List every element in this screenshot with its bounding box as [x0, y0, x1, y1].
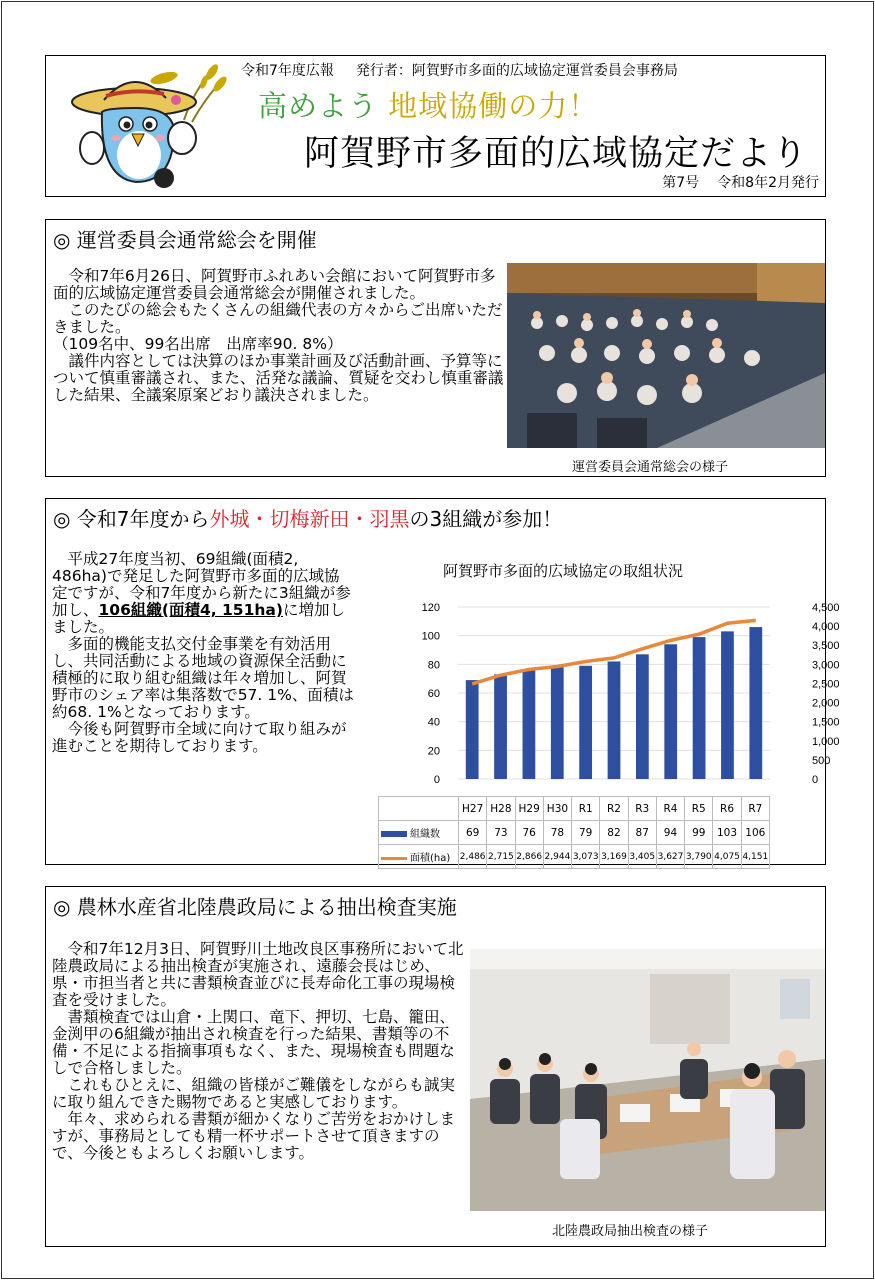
area-cell: 2,866	[515, 845, 543, 869]
org-count-cell: 99	[685, 821, 713, 845]
org-count-cell: 69	[459, 821, 487, 845]
y-tick-left: 20	[427, 745, 440, 758]
section-new-organizations	[45, 498, 840, 865]
bar-R3	[636, 654, 649, 779]
y-tick-left: 120	[421, 602, 440, 614]
newsletter-title: 阿賀野市多面的広域協定だより	[304, 134, 809, 174]
bar-H28	[494, 674, 507, 779]
org-count-cell: 87	[628, 821, 656, 845]
publisher: 発行者：阿賀野市多面的広域協定運営委員会事務局	[355, 63, 678, 79]
y-tick-right: 2,000	[812, 697, 840, 710]
x-tick-label: R4	[656, 797, 684, 821]
x-tick-label: H29	[515, 797, 543, 821]
x-tick-label: H30	[543, 797, 571, 821]
chart-table-org-row	[379, 821, 770, 845]
newsletter-header	[45, 55, 826, 197]
chart	[376, 539, 840, 864]
area-cell: 3,073	[572, 845, 600, 869]
y-tick-right: 500	[812, 754, 831, 767]
section-inspection	[45, 886, 826, 1247]
chart-table-header-row	[379, 797, 770, 821]
y-tick-right: 3,500	[812, 640, 840, 653]
x-tick-label: R6	[713, 797, 741, 821]
section3-title: ◎ 農林水産省北陸農政局による抽出検査実施	[53, 895, 457, 919]
y-tick-right: 1,000	[812, 735, 840, 748]
org-sotoshiro: 外城	[209, 507, 250, 531]
y-tick-right: 4,000	[812, 621, 840, 634]
bar-R7	[749, 627, 762, 779]
x-tick-label: R2	[600, 797, 628, 821]
bar-R4	[664, 644, 677, 779]
org-count-cell: 82	[600, 821, 628, 845]
x-tick-label: H27	[459, 797, 487, 821]
section2-highlight: 106組織(面積4, 151ha)	[98, 601, 283, 619]
org-count-cell: 78	[543, 821, 571, 845]
y-tick-right: 3,000	[812, 659, 840, 672]
chart-data-table	[378, 796, 770, 869]
section2-title-suffix: の3組織が参加！	[409, 507, 563, 531]
slogan-part2: 地域協働の力！	[388, 89, 599, 123]
section2-paragraph: 多面的機能支払交付金事業を有効活用し、共同活動による地域の資源保全活動に積極的に取り組む組織は年々増加し、阿賀野市のシェア率は集落数で57. 1%、面積は約68. 1%となっております。	[52, 635, 354, 721]
issue-date: 令和8年2月発行	[717, 175, 819, 191]
section3-paragraph: 令和7年12月3日、阿賀野川土地改良区事務所において北陸農政局による抽出検査が実施され、遠藤会長はじめ、県・市担当者と共に書類検査並びに長寿命化工事の現場検査を受けました。	[52, 940, 464, 1009]
y-tick-right: 4,500	[812, 602, 840, 614]
section-general-meeting	[45, 219, 826, 477]
org-count-cell: 94	[656, 821, 684, 845]
bar-H29	[523, 670, 536, 779]
section2-paragraph	[52, 551, 354, 636]
section1-title: ◎ 運営委員会通常総会を開催	[53, 228, 317, 252]
bar-R6	[721, 631, 734, 779]
inspection-photo	[470, 949, 825, 1211]
chart-title: 阿賀野市多面的広域協定の取組状況	[443, 562, 684, 580]
org-count-cell: 106	[741, 821, 769, 845]
x-tick-label: R3	[628, 797, 656, 821]
slogan	[258, 84, 598, 125]
area-cell: 3,405	[628, 845, 656, 869]
section2-title-prefix: ◎ 令和7年度から	[53, 507, 210, 531]
org-count-cell: 73	[487, 821, 515, 845]
x-tick-label: R5	[685, 797, 713, 821]
issue-number: 第7号	[662, 175, 700, 191]
slogan-part1: 高めよう	[258, 89, 379, 123]
legend-area	[379, 845, 459, 869]
org-count-cell: 103	[713, 821, 741, 845]
y-tick-left: 0	[433, 774, 440, 786]
org-count-cell: 79	[572, 821, 600, 845]
area-cell: 2,944	[543, 845, 571, 869]
inspection-photo-caption: 北陸農政局抽出検査の様子	[552, 1224, 709, 1239]
y-tick-left: 40	[427, 716, 440, 729]
section2-paragraph: 今後も阿賀野市全域に向けて取り組みが進むことを期待しております。	[52, 720, 347, 755]
area-cell: 3,627	[656, 845, 684, 869]
org-haguro: ・羽黒	[349, 507, 410, 531]
y-tick-right: 2,500	[812, 678, 840, 691]
legend-area-label: 面積(ha)	[410, 853, 451, 864]
legend-org-count-label: 組織数	[410, 829, 440, 840]
section2-text: 平成27年度当初、69組織(面積2, 486ha)で発足した阿賀野市多面的広域協定ですが、令和7年度から新たに3組織が参加し、	[52, 550, 351, 619]
y-tick-right: 0	[812, 774, 819, 786]
fiscal-label: 令和7年度広報	[241, 63, 334, 79]
y-tick-left: 60	[427, 688, 440, 700]
meeting-photo-caption: 運営委員会通常総会の様子	[572, 460, 729, 475]
section3-paragraph: これもひとえに、組織の皆様がご難儀をしながらも誠実に取り組んできた賜物であると実感しております。	[52, 1076, 456, 1111]
section1-paragraph: このたびの総会もたくさんの組織代表の方々からご出席いただきました。	[53, 301, 503, 336]
x-tick-label: H28	[487, 797, 515, 821]
area-cell: 3,790	[685, 845, 713, 869]
chart-plot	[376, 539, 840, 795]
bar-R5	[693, 637, 706, 779]
y-tick-left: 100	[421, 630, 440, 643]
meeting-photo	[507, 263, 825, 448]
area-cell: 2,715	[487, 845, 515, 869]
x-tick-label: R1	[572, 797, 600, 821]
x-tick-label: R7	[741, 797, 769, 821]
section2-body	[52, 551, 354, 755]
section1-paragraph: 令和7年6月26日、阿賀野市ふれあい会館において阿賀野市多面的広域協定運営委員会通常総会が開催されました。	[53, 267, 496, 302]
section1-body	[53, 268, 505, 404]
bar-H30	[551, 667, 564, 779]
section2-text: に増加しました。	[52, 601, 345, 636]
chart-table-area-row	[379, 845, 770, 869]
org-kiriumeshinden: ・切梅新田	[249, 507, 350, 531]
area-cell: 4,151	[741, 845, 769, 869]
issue-info	[644, 172, 819, 192]
area-cell: 4,075	[713, 845, 741, 869]
bar-R2	[608, 661, 621, 779]
chart-table-corner	[379, 797, 459, 821]
mascot-illustration	[64, 60, 229, 192]
area-cell: 3,169	[600, 845, 628, 869]
section1-paragraph: （109名中、99名出席 出席率90. 8%）	[53, 335, 343, 353]
legend-org-count	[379, 821, 459, 845]
section1-paragraph: 議件内容としては決算のほか事業計画及び活動計画、予算等について慎重審議され、また、活発な議論、質疑を交わし慎重審議した結果、全議案原案どおり議決されました。	[53, 352, 504, 404]
y-tick-left: 80	[427, 659, 440, 672]
header-meta	[241, 60, 700, 80]
section2-title	[53, 503, 562, 532]
area-cell: 2,486	[459, 845, 487, 869]
section3-paragraph: 年々、求められる書類が細かくなりご苦労をおかけしますが、事務局としても精一杯サポートさせて頂きますので、今後ともよろしくお願いします。	[52, 1110, 456, 1162]
y-tick-right: 1,500	[812, 716, 840, 729]
section3-body	[52, 941, 466, 1162]
bar-H27	[466, 680, 479, 779]
org-count-cell: 76	[515, 821, 543, 845]
section3-paragraph: 書類検査では山倉・上関口、竜下、押切、七島、籠田、金渕甲の6組織が抽出され検査を行った結果、書類等の不備・不足による指摘事項もなく、また、現場検査も問題なしで合格しました。	[52, 1008, 456, 1077]
bar-R1	[579, 666, 592, 779]
